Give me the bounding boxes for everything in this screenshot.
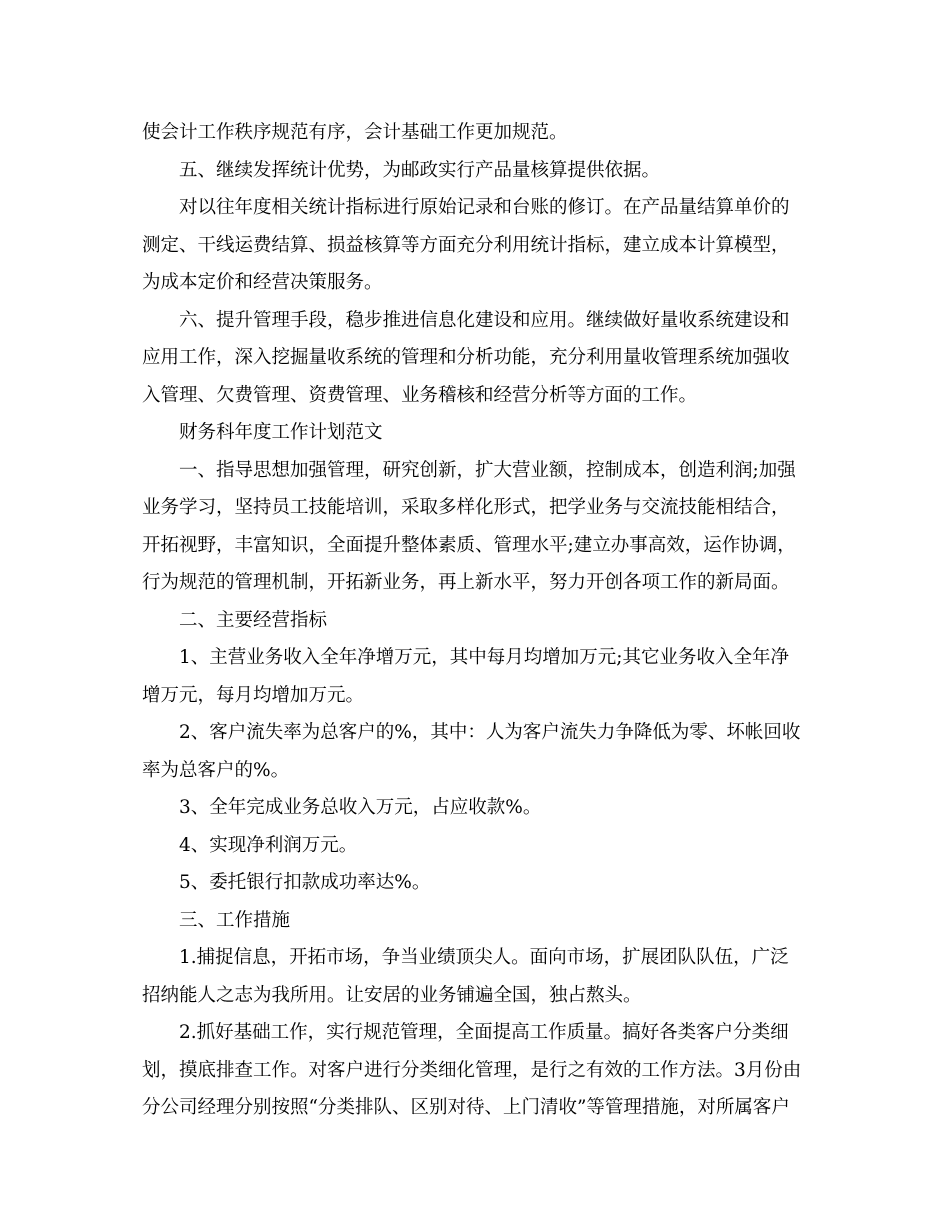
text-line: 使会计工作秩序规范有序，会计基础工作更加规范。 xyxy=(142,122,568,143)
section-heading-6: 六、提升管理手段，稳步推进信息化建设和应用。继续做好量收系统建设和 xyxy=(179,309,790,331)
section-heading-5: 五、继续发挥统计优势，为邮政实行产品量核算提供依据。 xyxy=(179,159,661,181)
text-line: 业务学习，坚持员工技能培训，采取多样化形式，把学业务与交流技能相结合， xyxy=(142,497,790,518)
text-line: 率为总客户的%。 xyxy=(142,759,290,781)
section-heading-2: 二、主要经营指标 xyxy=(179,609,328,631)
list-item: 4、实现净利润万元。 xyxy=(179,834,358,856)
text-line: 划，摸底排查工作。对客户进行分类细化管理，是行之有效的工作方法。3月份由 xyxy=(142,1059,802,1081)
text-line: 增万元，每月均增加万元。 xyxy=(142,684,365,706)
document-subtitle: 财务科年度工作计划范文 xyxy=(179,422,383,443)
text-line: 测定、干线运费结算、损益核算等方面充分利用统计指标，建立成本计算模型， xyxy=(142,234,790,256)
list-item: 5、委托银行扣款成功率达%。 xyxy=(179,872,431,893)
text-line: 开拓视野，丰富知识，全面提升整体素质、管理水平;建立办事高效，运作协调， xyxy=(142,534,796,556)
text-line: 对以往年度相关统计指标进行原始记录和台账的修订。在产品量结算单价的 xyxy=(179,197,790,218)
section-heading-1: 一、指导思想加强管理，研究创新，扩大营业额，控制成本，创造利润;加强 xyxy=(179,459,796,481)
text-line: 应用工作，深入挖掘量收系统的管理和分析功能，充分利用量收管理系统加强收 xyxy=(142,347,790,368)
text-line: 入管理、欠费管理、资费管理、业务稽核和经营分析等方面的工作。 xyxy=(142,384,698,406)
list-item: 2.抓好基础工作，实行规范管理，全面提高工作质量。搞好各类客户分类细 xyxy=(179,1022,789,1043)
text-line: 招纳能人之志为我所用。让安居的业务铺遍全国，独占熬头。 xyxy=(142,984,642,1006)
list-item: 1、主营业务收入全年净增万元，其中每月均增加万元;其它业务收入全年净 xyxy=(179,647,790,668)
text-line: 行为规范的管理机制，开拓新业务，再上新水平，努力开创各项工作的新局面。 xyxy=(142,572,790,593)
list-item: 1.捕捉信息，开拓市场，争当业绩顶尖人。面向市场，扩展团队队伍，广泛 xyxy=(179,947,789,968)
text-line: 为成本定价和经营决策服务。 xyxy=(142,272,383,293)
list-item: 2、客户流失率为总客户的%，其中：人为客户流失力争降低为零、坏帐回收 xyxy=(179,722,801,743)
list-item: 3、全年完成业务总收入万元，占应收款%。 xyxy=(179,797,542,818)
document-body xyxy=(142,114,822,1127)
section-heading-3: 三、工作措施 xyxy=(179,909,291,931)
text-line: 分公司经理分别按照“分类排队、区别对待、上门清收”等管理措施，对所属客户 xyxy=(142,1097,790,1118)
